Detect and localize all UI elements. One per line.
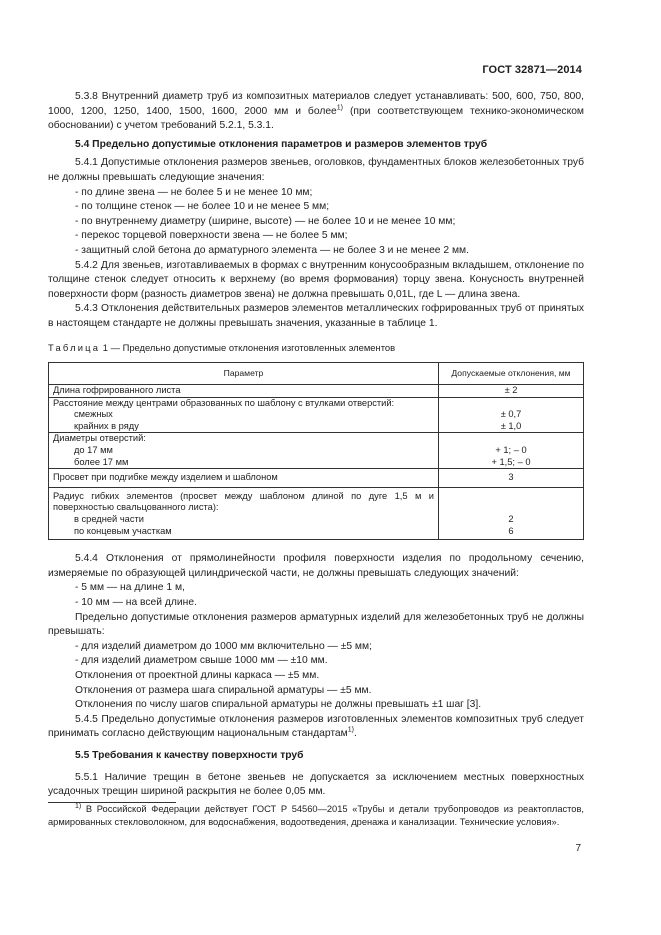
deviation-table xyxy=(48,362,584,540)
footnote-ref: 1) xyxy=(347,726,354,734)
clause-5-4-3: 5.4.3 Отклонения действительных размеров элементов металлических гофрированных труб от принятых в настоящем стандарте не должны превышать значения, указанные в таблице 1. xyxy=(48,303,584,329)
table-caption: Таблица 1 — Предельно допустимые отклонения изготовленных элементов xyxy=(48,341,396,353)
clause-5-5-1: 5.5.1 Наличие трещин в бетоне звеньев не допускается за исключением местных поверхностных усадочных трещин шириной раскрытия не более 0,05 мм. xyxy=(48,771,584,798)
reinforcement-paragraph: Предельно допустимые отклонения размеров арматурных изделий для железобетонных труб не должны превышать: xyxy=(48,611,584,638)
deviation-line: Отклонения по числу шагов спиральной арматуры не должны превышать ±1 шаг [3]. xyxy=(75,699,482,711)
table-header-row xyxy=(49,363,584,385)
column-header-parameter: Параметр xyxy=(49,363,439,385)
section-5-4-heading: 5.4 Предельно допустимые отклонения параметров и размеров элементов труб xyxy=(75,138,488,150)
clause-5-4-5: 5.4.5 Предельно допустимые отклонения размеров изготовленных элементов композитных труб следует принимать согласно действующим национальным стандартам$^{1)}$. xyxy=(48,713,584,740)
clause-5-4-2: 5.4.2 Для звеньев, изготавливаемых в формах с внутренним конусообразным вкладышем, отклонение по толщине стенок следует относить к верхнему (во время формования) торцу звена. Конусность внутренней поверхности форм (разность диаметров звена) не должна превышать 0,01L, где L — длина звена. xyxy=(48,259,584,300)
list-item: - 5 мм — на длине 1 м, xyxy=(75,582,185,594)
footnote: $^{1)}$ В Российской Федерации действует ГОСТ Р 54560—2015 «Трубы и детали трубопроводов из реактопластов, армированных стекловолокном, для водоснабжения, водоотведения, дренажа и канализации. Технические условия». xyxy=(48,802,584,827)
list-item: - 10 мм — на всей длине. xyxy=(75,597,197,608)
list-item: - для изделий диаметром до 1000 мм включительно — ±5 мм; xyxy=(75,640,372,652)
list-item: - для изделий диаметром свыше 1000 мм — ±10 мм. xyxy=(75,655,328,667)
page-number: 7 xyxy=(575,843,581,854)
list-item: - перекос торцевой поверхности звена — не более 5 мм; xyxy=(75,230,348,242)
table-row: Просвет при подгибке между изделием и шаблоном 3 xyxy=(49,469,584,488)
footnote-ref: 1) xyxy=(336,104,344,112)
list-item: - по внутреннему диаметру (ширине, высоте) — не более 10 и не менее 10 мм; xyxy=(75,215,456,227)
table-row: Диаметры отверстий: до 17 мм более 17 мм + 1; – 0 + 1,5; – 0 xyxy=(49,433,584,469)
document-body xyxy=(48,90,584,800)
table-row: Длина гофрированного листа ± 2 xyxy=(49,385,584,398)
clause-5-4-4: 5.4.4 Отклонения от прямолинейности профиля поверхности изделия по продольному сечению, измеряемые по образующей цилиндрической части, не должны превышать следующих значений: xyxy=(48,553,584,579)
list-item: - защитный слой бетона до арматурного элемента — не более 3 и не менее 2 мм. xyxy=(75,244,469,256)
section-5-5-heading: 5.5 Требования к качеству поверхности труб xyxy=(75,749,304,761)
clause-5-3-8: 5.3.8 Внутренний диаметр труб из композитных материалов следует устанавливать: 500, 600, 750, 800, 1000, 1200, 1250, 1400, 1500, 1600, 2000 мм и более$^{1)}$ (при соответствующем технико-экономическом обосновании) с учетом требований 5.2.1, 5.3.1. xyxy=(48,91,584,132)
table-row: Расстояние между центрами образованных по шаблону с втулками отверстий: смежных крайних в ряду ± 0,7 ± 1,0 xyxy=(49,397,584,433)
deviation-line: Отклонения от размера шага спиральной арматуры — ±5 мм. xyxy=(75,684,372,696)
deviation-line: Отклонения от проектной длины каркаса — ±5 мм. xyxy=(75,669,320,681)
list-item: - по толщине стенок — не более 10 и не менее 5 мм; xyxy=(75,201,330,213)
document-header-id: ГОСТ 32871—2014 xyxy=(482,64,582,76)
clause-5-4-1: 5.4.1 Допустимые отклонения размеров звеньев, оголовков, фундаментных блоков железобетонных труб не должны превышать следующие значения: xyxy=(48,157,584,183)
column-header-deviation: Допускаемые отклонения, мм xyxy=(439,363,584,385)
list-item: - по длине звена — не более 5 и не менее 10 мм; xyxy=(75,186,313,198)
table-row: Радиус гибких элементов (просвет между шаблоном длиной по дуге 1,5 м и поверхностью свальцованного листа): в средней части по концевым участкам 2 6 xyxy=(49,487,584,539)
